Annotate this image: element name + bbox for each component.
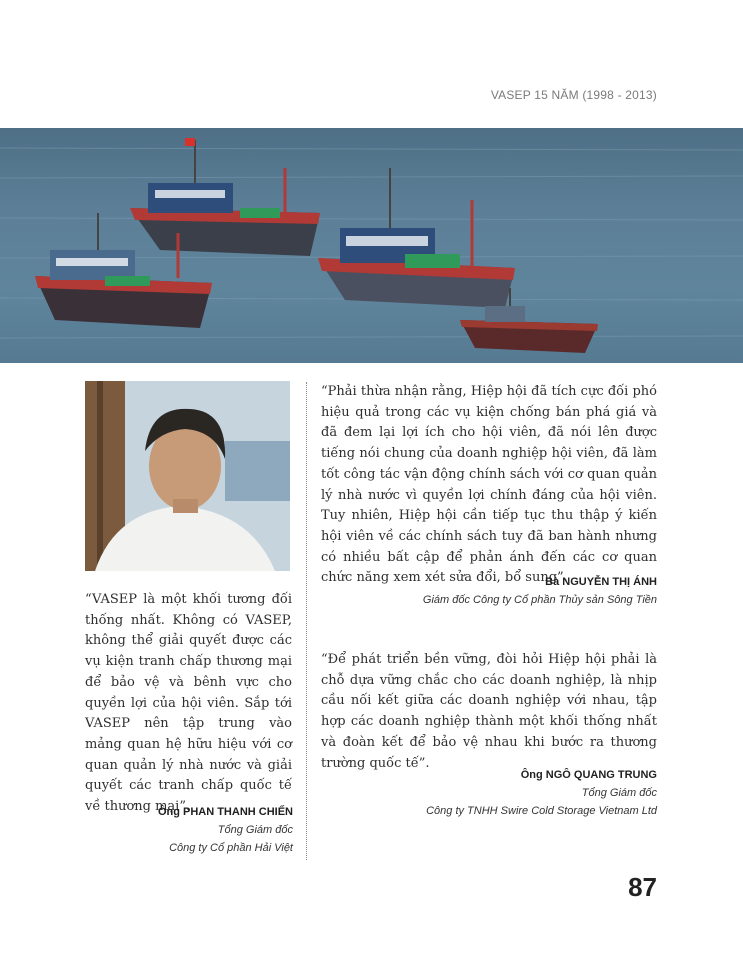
boats-illustration — [0, 128, 743, 363]
portrait-illustration — [85, 381, 290, 571]
speaker-title: Giám đốc Công ty Cổ phần Thủy sản Sông Tiền — [422, 594, 657, 606]
signature-right-2 — [337, 766, 657, 820]
speaker-name: Ông PHAN THANH CHIẾN — [157, 806, 293, 818]
column-divider — [306, 382, 307, 860]
quote-left: “VASEP là một khối tương đối thống nhất. Không có VASEP, không thể giải quyết được các vụ kiện tranh chấp thương mại để bảo vệ và bênh vực cho quyền lợi của hội viên. Sắp tới VASEP nên tập trung vào mảng quan hệ hữu hiệu với cơ quan quản lý nhà nước và giải quyết các tranh chấp quốc tế về thương mại”. — [85, 592, 292, 815]
speaker-title: Tổng Giám đốc — [217, 824, 293, 836]
quote-right-1: “Phải thừa nhận rằng, Hiệp hội đã tích cực đối phó hiệu quả trong các vụ kiện chống bán phá giá và đã đem lại lợi ích cho hội viên, đã nói lên được tiếng nói chung của doanh nghiệp hội viên, đã làm tốt công tác vận động chính sách với cơ quan quản lý nhà nước vì quyền lợi chính đáng của hội viên. Tuy nhiên, Hiệp hội cần tiếp tục thu thập ý kiến hội viên về các chính sách tuy đã ban hành nhưng có nhiều bất cập để phản ánh đến các cơ quan chức năng xem xét sửa đổi, bổ sung”. — [321, 384, 657, 586]
speaker-name: Bà NGUYỄN THỊ ÁNH — [545, 576, 657, 588]
portrait-photo — [85, 381, 290, 571]
quote-right-2: “Để phát triển bền vững, đòi hỏi Hiệp hội phải là chỗ dựa vững chắc cho các doanh nghiệp, là nhịp cầu nối kết giữa các doanh nghiệp với nhau, tập hợp các doanh nghiệp thành một khối thống nhất và đoàn kết để bảo vệ nhau khi bước ra thương trường quốc tế”. — [321, 652, 657, 771]
speaker-title: Tổng Giám đốc — [581, 787, 657, 799]
running-header: VASEP 15 NĂM (1998 - 2013) — [490, 88, 657, 102]
speaker-name: Ông NGÔ QUANG TRUNG — [520, 769, 657, 781]
boat-1 — [130, 138, 320, 256]
signature-right-1 — [337, 573, 657, 609]
boat-3 — [318, 168, 515, 308]
page-number: 87 — [628, 872, 657, 902]
speaker-company: Công ty TNHH Swire Cold Storage Vietnam Ltd — [426, 805, 657, 817]
hero-photo-fishing-boats — [0, 128, 743, 363]
signature-left — [63, 803, 293, 857]
speaker-company: Công ty Cổ phần Hải Việt — [169, 842, 293, 854]
